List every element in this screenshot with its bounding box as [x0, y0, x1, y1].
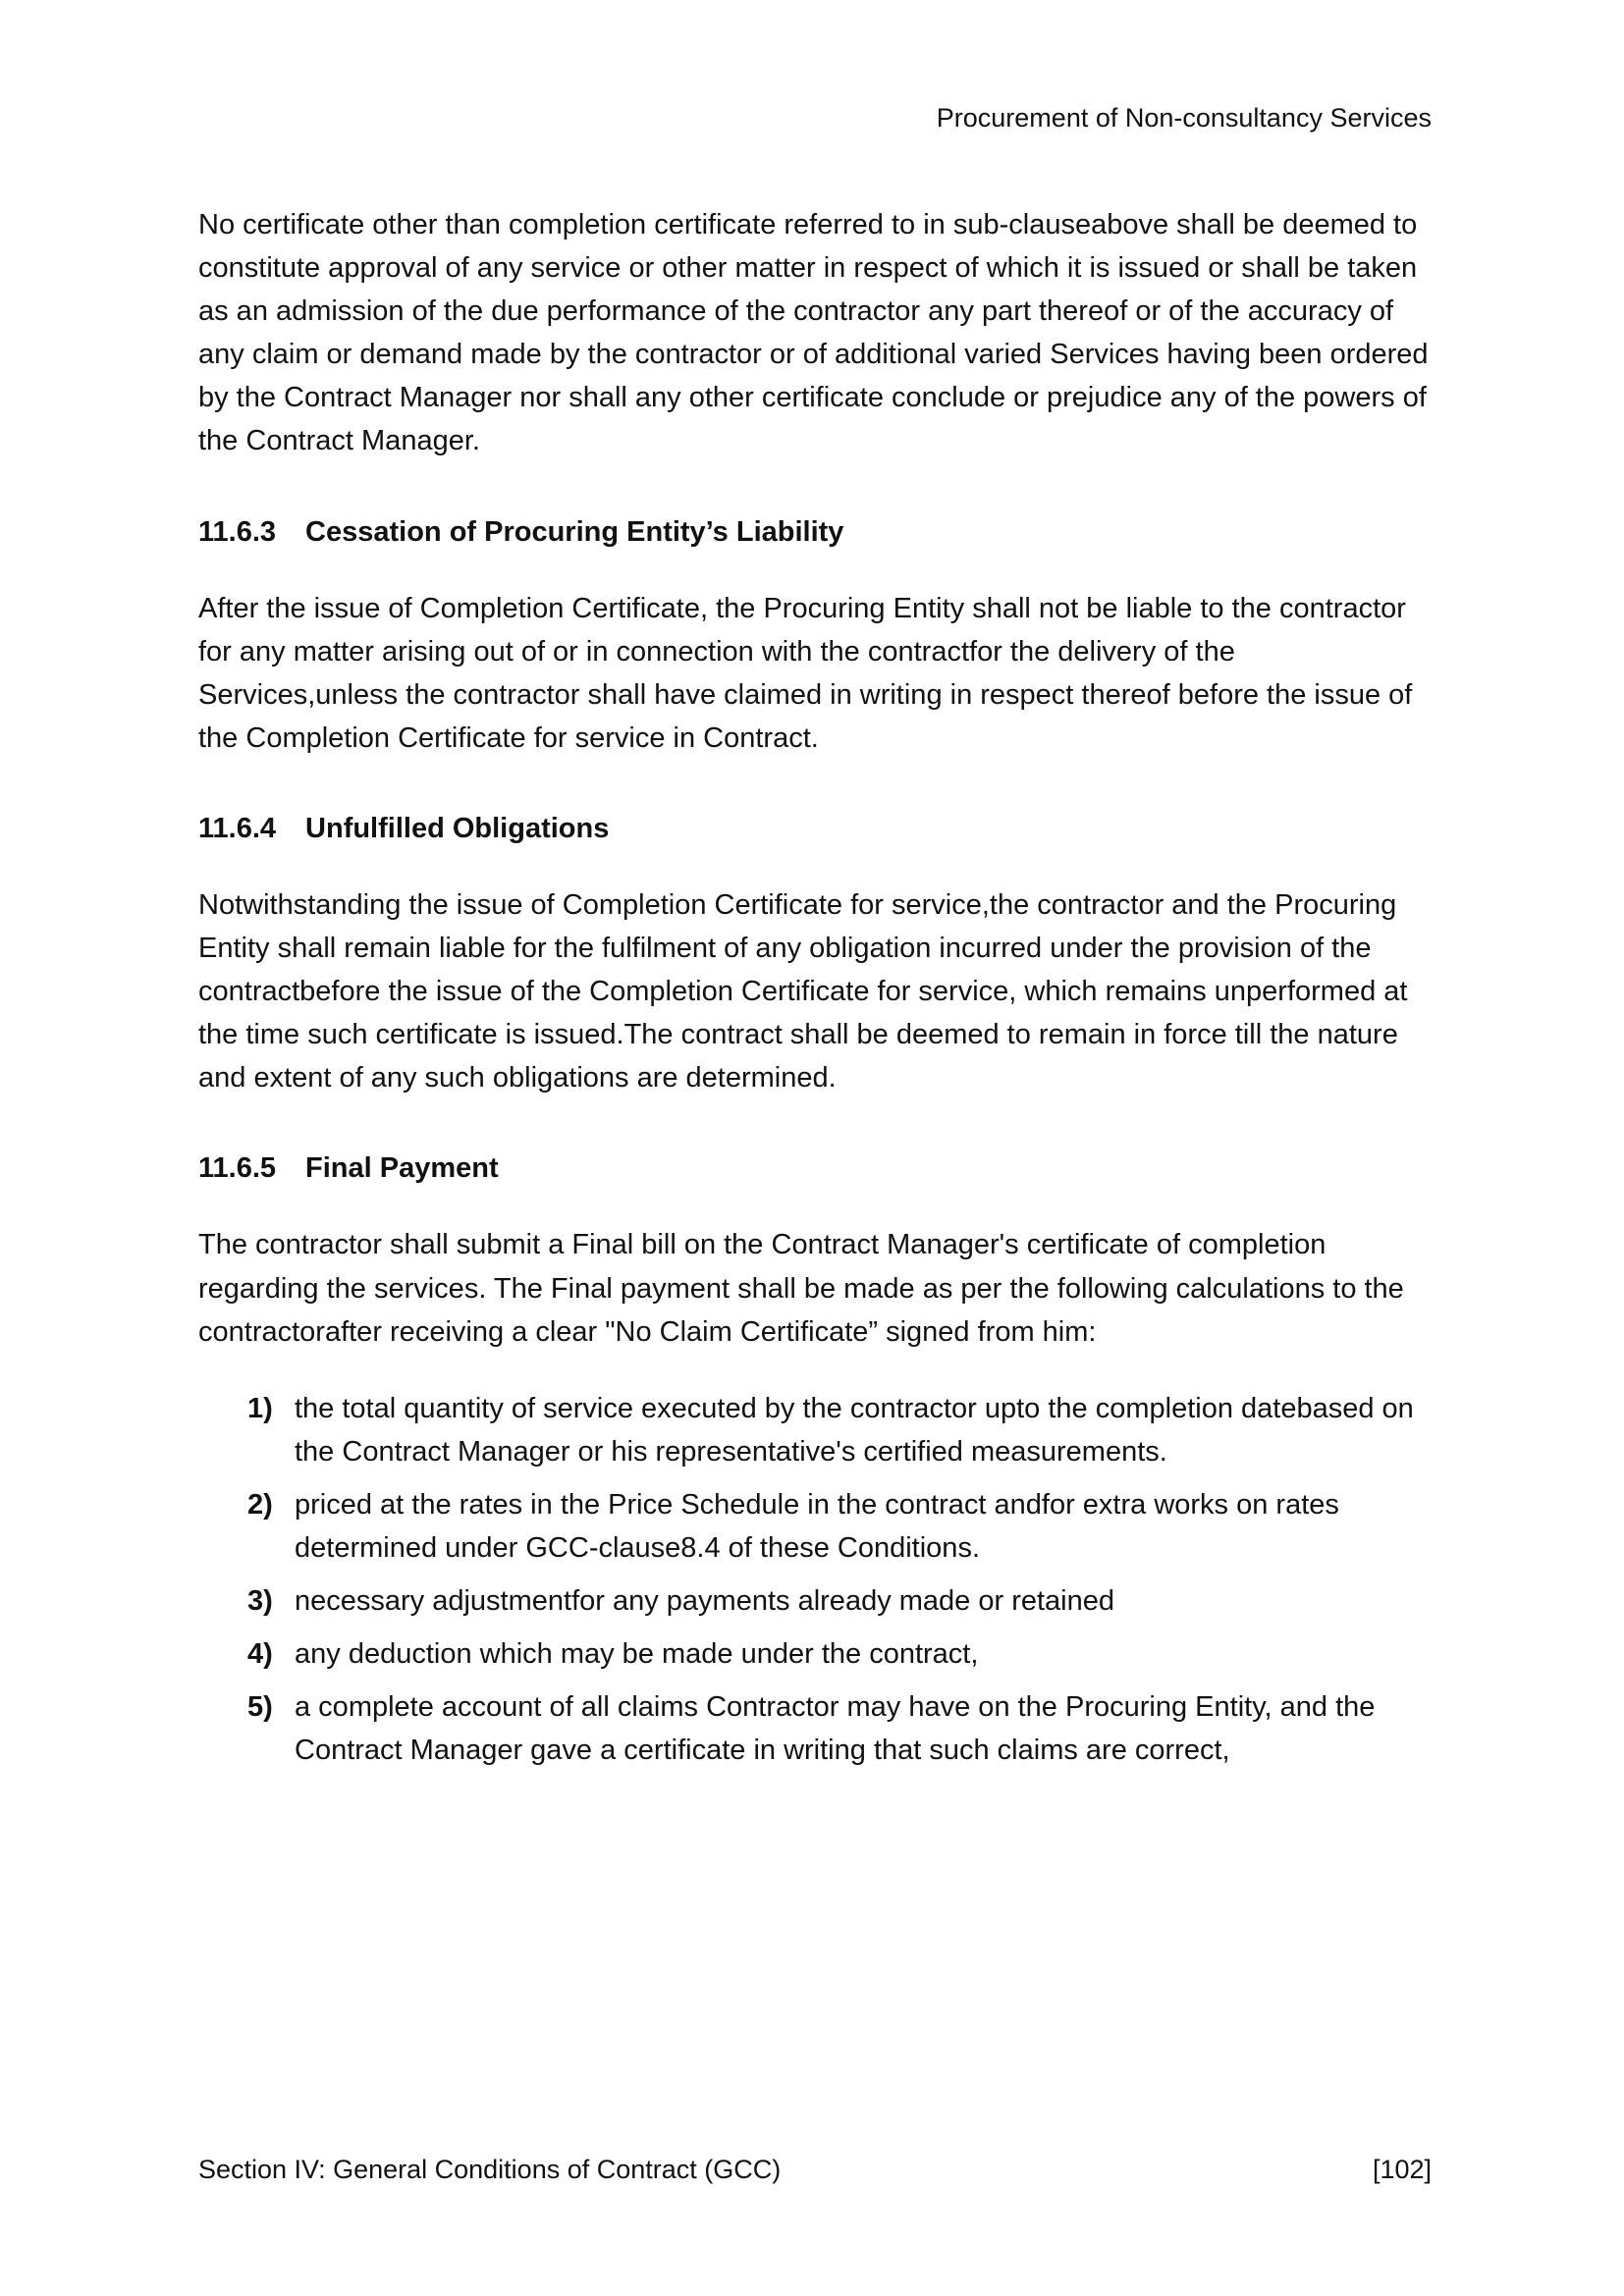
- list-item: [247, 1483, 1432, 1570]
- heading-number: 11.6.3: [198, 515, 277, 548]
- list-text: necessary adjustmentfor any payments already made or retained: [295, 1584, 1114, 1617]
- list-item: [247, 1579, 1432, 1623]
- heading-number: 11.6.5: [198, 1152, 277, 1185]
- list-marker: 2): [247, 1488, 273, 1521]
- section-heading-final-payment: [198, 1147, 1432, 1190]
- section-heading-unfulfilled-obligations: [198, 807, 1432, 850]
- list-text: any deduction which may be made under the contract,: [295, 1638, 979, 1671]
- heading-title: Final Payment: [305, 1152, 499, 1185]
- list-text: the total quantity of service executed by the contractor upto the completion datebased on the Contract Manager or his representative's certified measurements.: [295, 1392, 1414, 1468]
- list-item: [247, 1632, 1432, 1676]
- numbered-list: [198, 1387, 1432, 1773]
- page-footer: [198, 2150, 1432, 2190]
- list-marker: 3): [247, 1584, 273, 1617]
- list-item: [247, 1685, 1432, 1772]
- heading-number: 11.6.4: [198, 812, 277, 844]
- list-text: a complete account of all claims Contractor may have on the Procuring Entity, and the Contract Manager gave a certificate in writing that such claims are correct,: [295, 1691, 1376, 1767]
- list-marker: 1): [247, 1392, 273, 1424]
- heading-title: Unfulfilled Obligations: [305, 812, 610, 844]
- footer-page-number: [102]: [1372, 2154, 1432, 2184]
- section-paragraph: Notwithstanding the issue of Completion Certificate for service,the contractor and the Procuring Entity shall remain liable for the fulfilment of any obligation incurred under the provision of the contractbefore the issue of the Completion Certificate for service, which remains unperformed at the time such certificate is issued.The contract shall be deemed to remain in force till the nature and extent of any such obligations are determined.: [198, 888, 1408, 1095]
- list-text: priced at the rates in the Price Schedule in the contract andfor extra works on rates determined under GCC-clause8.4 of these Conditions.: [295, 1488, 1339, 1564]
- section-paragraph: The contractor shall submit a Final bill on the Contract Manager's certificate of completion regarding the services. The Final payment shall be made as per the following calculations to the contractorafter receiving a clear "No Claim Certificate” signed from him:: [198, 1229, 1404, 1348]
- header-title: Procurement of Non-consultancy Services: [936, 103, 1432, 133]
- section-paragraph: After the issue of Completion Certificate, the Procuring Entity shall not be liable to the contractor for any matter arising out of or in connection with the contractfor the delivery of the Services,unless the contractor shall have claimed in writing in respect thereof before the issue of the Completion Certificate for service in Contract.: [198, 592, 1413, 754]
- list-marker: 4): [247, 1638, 273, 1671]
- list-item: [247, 1387, 1432, 1473]
- list-marker: 5): [247, 1691, 273, 1724]
- footer-section-label: Section IV: General Conditions of Contract (GCC): [198, 2154, 782, 2184]
- page-header: [198, 98, 1432, 138]
- section-heading-cessation: [198, 510, 1432, 554]
- intro-paragraph: No certificate other than completion certificate referred to in sub-clauseabove shall be deemed to constitute approval of any service or other matter in respect of which it is issued or shall be taken as an admission of the due performance of the contractor any part thereof or of the accuracy of any claim or demand made by the contractor or of additional varied Services having been ordered by the Contract Manager nor shall any other certificate conclude or prejudice any of the powers of the Contract Manager.: [198, 209, 1429, 457]
- heading-title: Cessation of Procuring Entity’s Liability: [305, 515, 844, 548]
